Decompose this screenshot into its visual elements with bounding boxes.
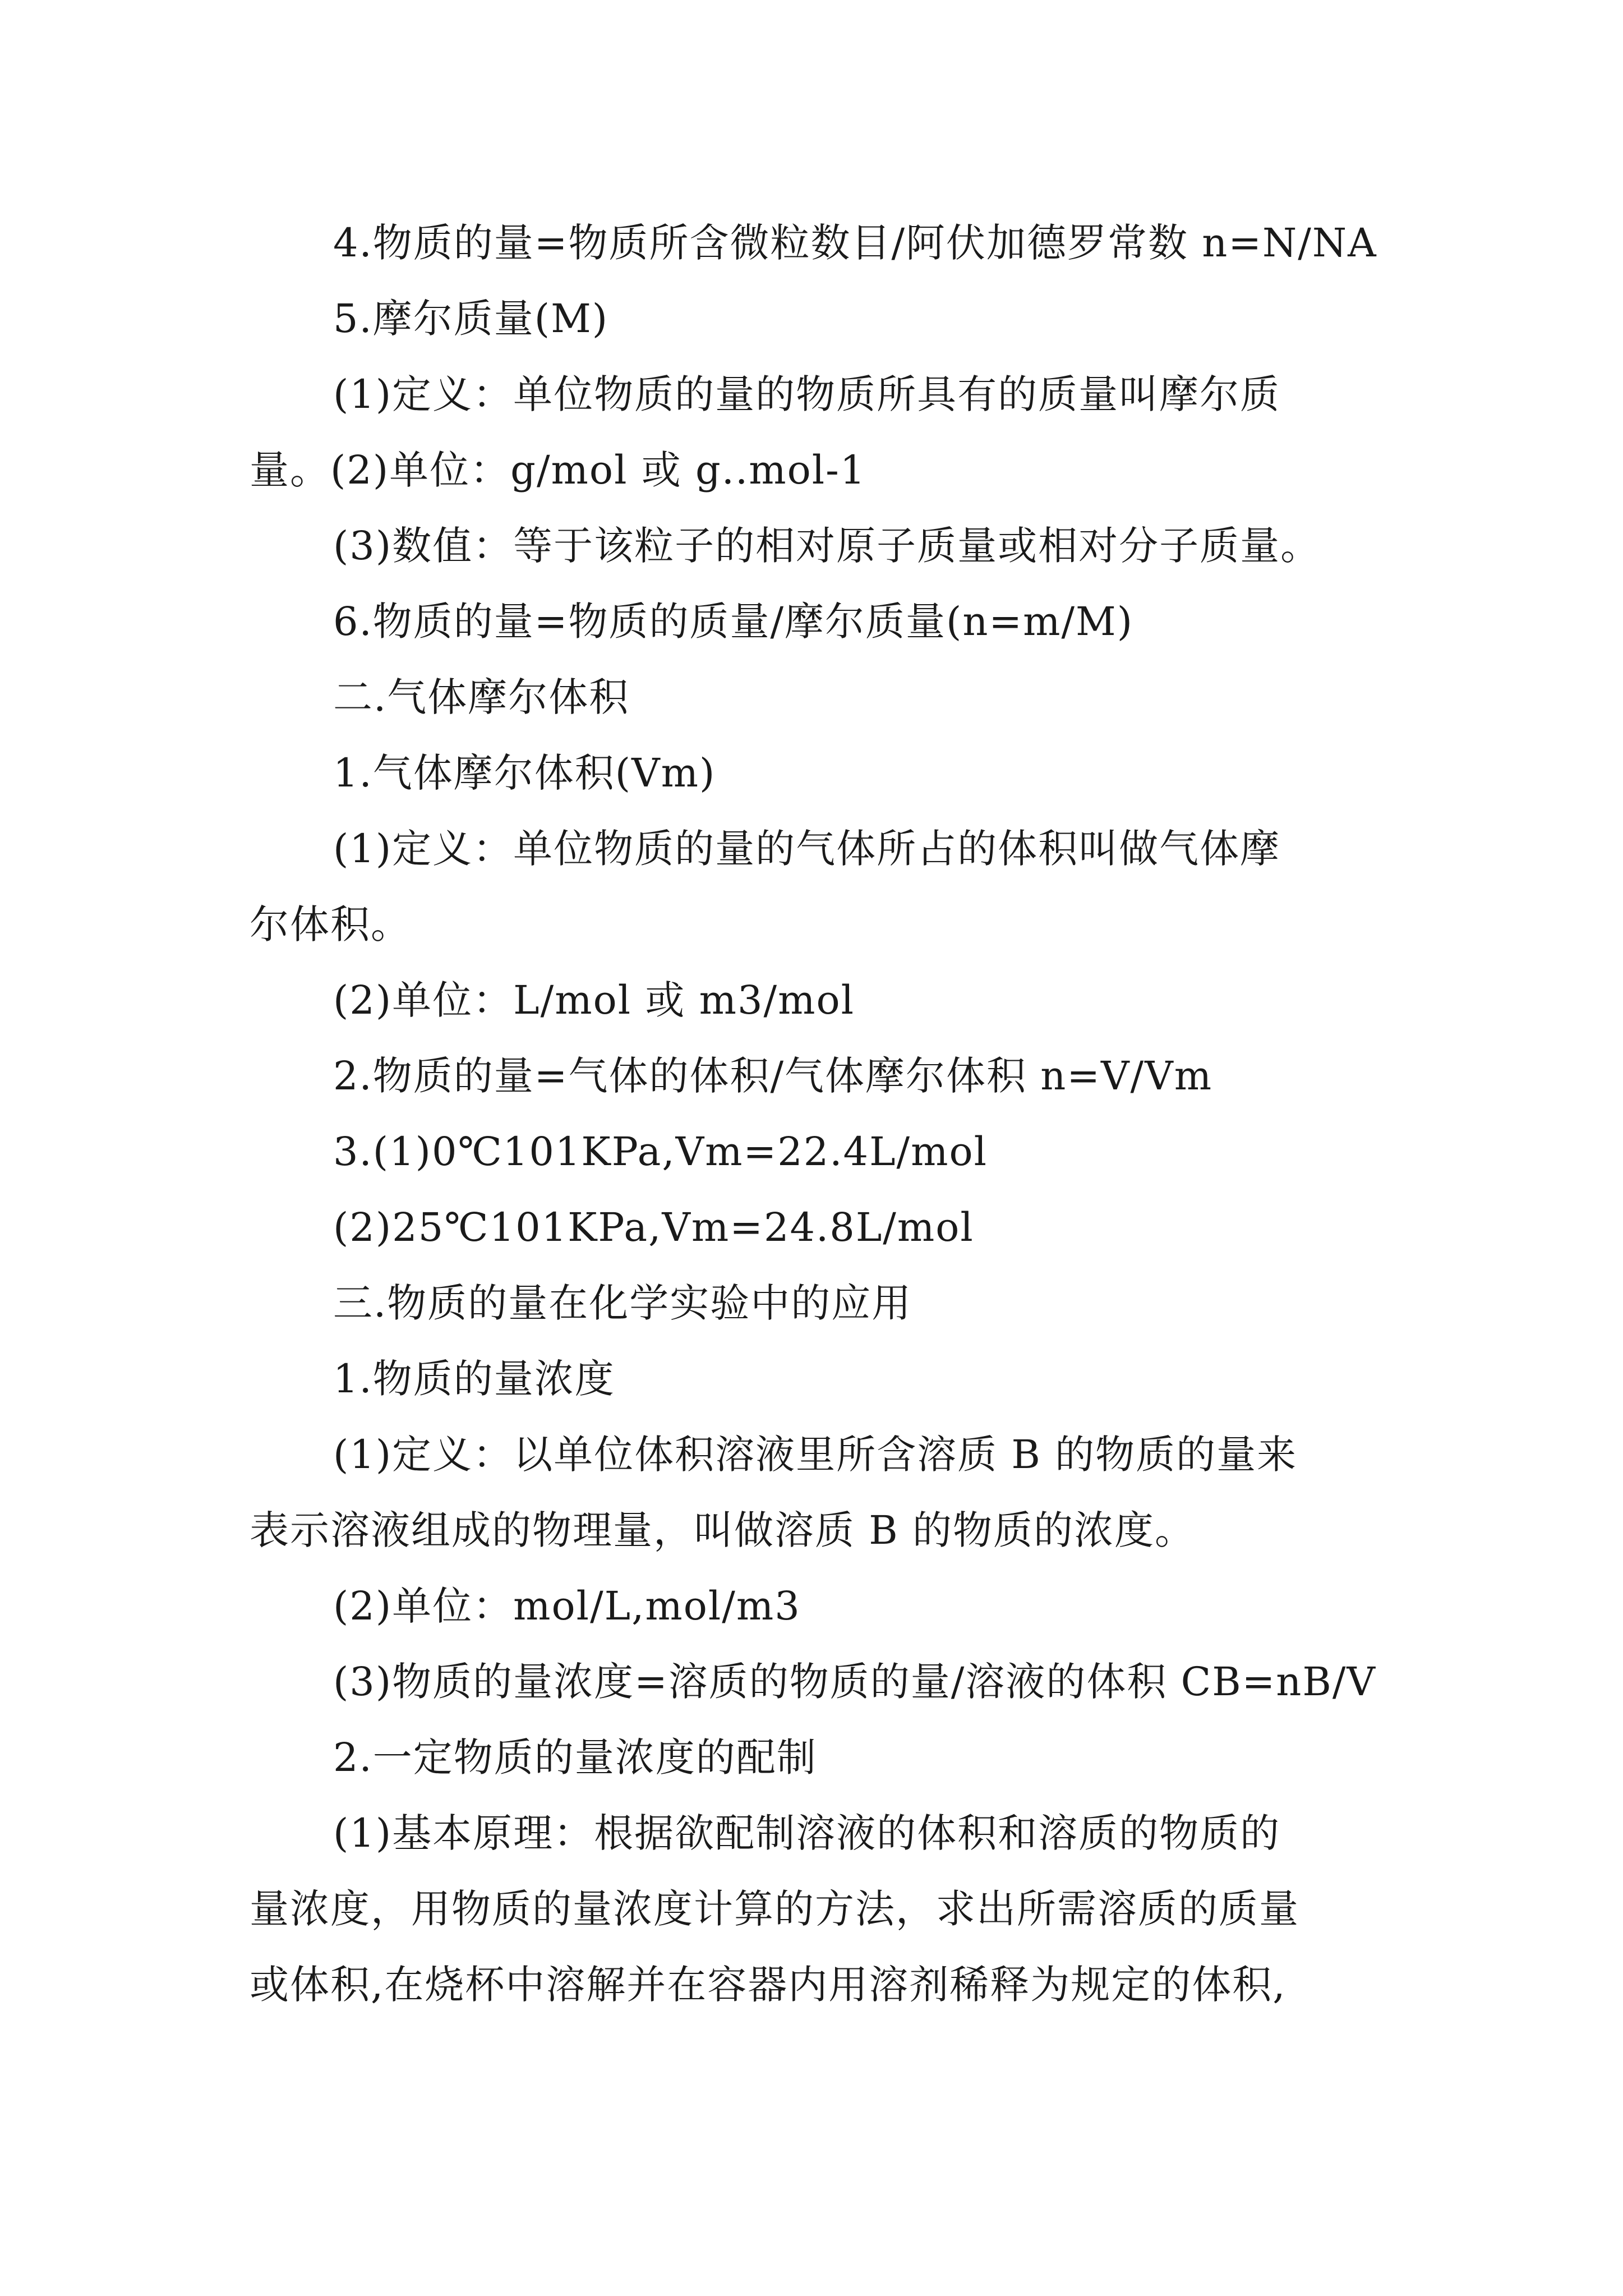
- text-line: 6.物质的量=物质的质量/摩尔质量(n=m/M): [333, 599, 1134, 645]
- text-line: 2.物质的量=气体的体积/气体摩尔体积 n=V/Vm: [333, 1053, 1213, 1099]
- text-line: (2)单位：mol/L,mol/m3: [333, 1583, 801, 1629]
- text-line: (1)定义：单位物质的量的气体所占的体积叫做气体摩: [333, 826, 1281, 872]
- text-line: (2)单位：L/mol 或 m3/mol: [333, 977, 855, 1023]
- text-line: (1)定义：以单位体积溶液里所含溶质 B 的物质的量来: [333, 1432, 1298, 1478]
- text-line: 或体积,在烧杯中溶解并在容器内用溶剂稀释为规定的体积,: [250, 1962, 1287, 2008]
- text-line: 表示溶液组成的物理量，叫做溶质 B 的物质的浓度。: [250, 1507, 1195, 1553]
- section-heading: 三.物质的量在化学实验中的应用: [333, 1280, 912, 1326]
- section-heading: 二.气体摩尔体积: [333, 674, 630, 720]
- text-line: (2)25℃101KPa,Vm=24.8L/mol: [333, 1204, 974, 1250]
- text-line: 2.一定物质的量浓度的配制: [333, 1734, 817, 1780]
- text-line: 1.物质的量浓度: [333, 1356, 615, 1402]
- text-line: 1.气体摩尔体积(Vm): [333, 750, 716, 796]
- text-line: (3)物质的量浓度=溶质的物质的量/溶液的体积 CB=nB/V: [333, 1659, 1376, 1705]
- text-line: 量。(2)单位：g/mol 或 g..mol-1: [250, 447, 866, 493]
- text-line: 3.(1)0℃101KPa,Vm=22.4L/mol: [333, 1129, 988, 1175]
- text-line: 4.物质的量=物质所含微粒数目/阿伏加德罗常数 n=N/NA: [333, 220, 1377, 266]
- text-line: (1)定义：单位物质的量的物质所具有的质量叫摩尔质: [333, 371, 1281, 417]
- text-line: 5.摩尔质量(M): [333, 296, 609, 342]
- text-line: 量浓度，用物质的量浓度计算的方法，求出所需溶质的质量: [250, 1886, 1299, 1932]
- text-line: (3)数值：等于该粒子的相对原子质量或相对分子质量。: [333, 523, 1321, 569]
- text-line: 尔体积。: [250, 901, 411, 947]
- text-line: (1)基本原理：根据欲配制溶液的体积和溶质的物质的: [333, 1810, 1281, 1856]
